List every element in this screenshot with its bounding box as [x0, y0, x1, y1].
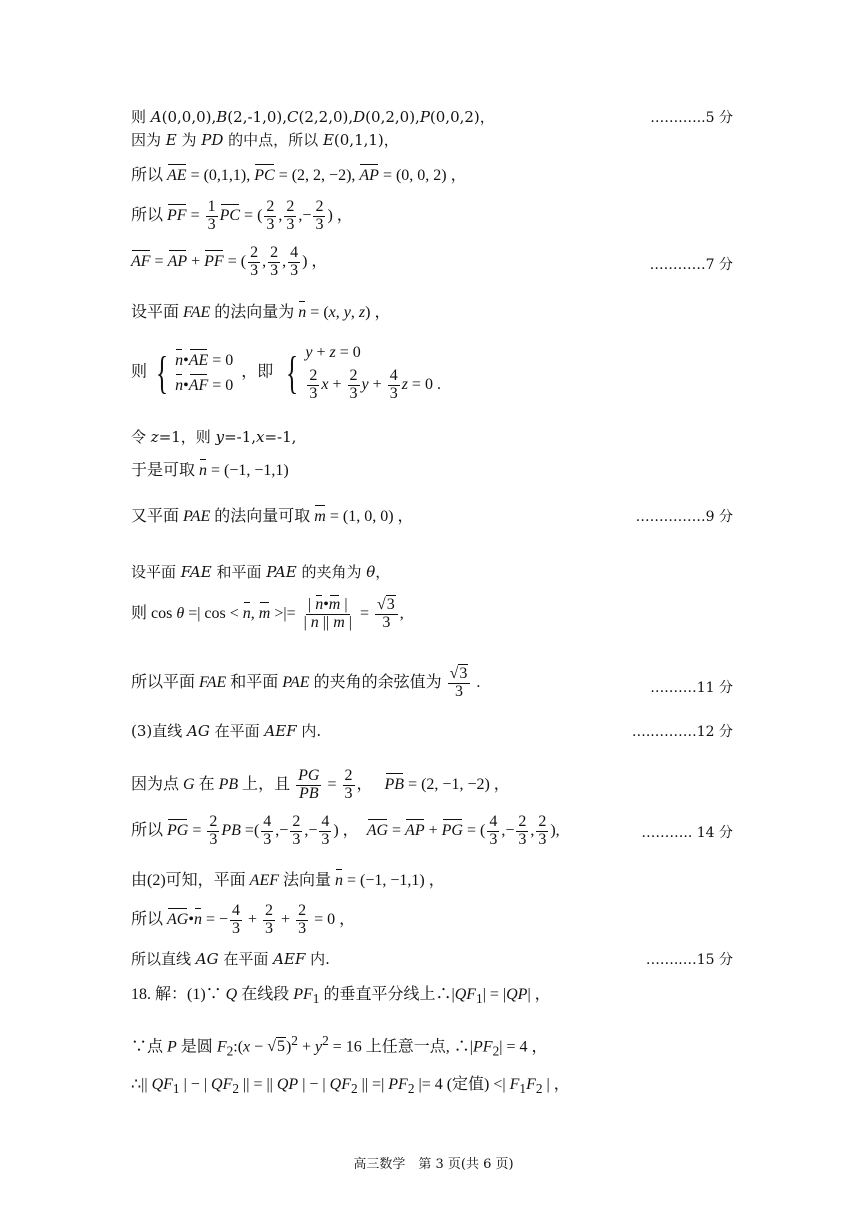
solution-line-cosine-value: 所以平面 FAE 和平面 PAE 的夹角的余弦值为 $\frac{√3}{3}$ .	[131, 665, 481, 700]
solution-line-equation-system: 则 { n•AE = 0 n•AF = 0 ，即 { y + z = 0 $\frac{2}{3}$ x + $\frac{2}{3}$ y + $\frac{4}{3}$ z = 0 .	[131, 344, 441, 402]
system-left: { n•AE = 0 n•AF = 0	[155, 346, 234, 398]
score-mark-14: ……….. 14 分	[641, 825, 733, 841]
solution-line-af: AF = AP + PF = ( $\frac{2}{3}$ , $\frac{2}{3}$ , $\frac{4}{3}$ ) ，	[131, 244, 328, 279]
score-mark-11: ….……11 分	[650, 680, 733, 696]
solution-line-dot-product: 所以 AG•n = − $\frac{4}{3}$ + $\frac{2}{3}$ + $\frac{2}{3}$ = 0 ，	[131, 902, 356, 937]
system-right: { y + z = 0 $\frac{2}{3}$ x + $\frac{2}{3}$ y + $\frac{4}{3}$ z = 0 .	[286, 344, 441, 402]
solution-line-from-part2: 由(2)可知，平面 AEF 法向量 n = (−1, −1,1) ，	[131, 872, 445, 889]
score-mark-9: ……………9 分	[635, 509, 733, 525]
solution-line-normal-m: 又平面 PAE 的法向量可取 m = (1, 0, 0) ，	[131, 508, 414, 525]
page-footer: 高三数学 第 3 页(共 6 页)	[353, 1157, 514, 1172]
solution-line-coordinates	[131, 108, 495, 126]
solution-line-normal-vector: 设平面 FAE 的法向量为 n = (x, y, z) ，	[131, 304, 391, 321]
solution-line-part3: (3)直线 AG 在平面 AEF 内.	[131, 722, 322, 740]
solution-line-conclusion: 所以直线 AG 在平面 AEF 内.	[131, 950, 330, 968]
score-mark-5: …….…..5 分	[650, 110, 733, 126]
score-mark-7: …………7 分	[649, 257, 733, 273]
solution-line-pf: 所以 PF = $\frac{1}{3}$ PC = ( $\frac{2}{3}$ , $\frac{2}{3}$ ,− $\frac{2}{3}$ ) ，	[131, 198, 353, 233]
solution-line-vectors: 所以 AE = (0,1,1), PC = (2, 2, −2), AP = (0, 0, 2) ，	[131, 167, 467, 184]
solution-line-choose-n: 于是可取 n = (−1, −1,1)	[131, 462, 289, 479]
solution-line-pg-ag: 所以 PG = $\frac{2}{3}$ PB =( $\frac{4}{3}$ ,− $\frac{2}{3}$ ,− $\frac{4}{3}$ ) ， AG = AP + PG = ( $\frac{4}{3}$ ,− $\frac{2}{3}$ , $\frac{2}{3}$ ),	[131, 813, 560, 848]
score-mark-15: ……..…15 分	[645, 952, 733, 968]
problem18-line-2: ∵点 P 是圆 $F_2:(x - √5)^2 + y^2 = 16$ 上任意一点, $\therefore|PF_2| = 4$ ，	[131, 1033, 548, 1059]
solution-line-let-z: 令 z=1，则 y=-1,x=-1,	[131, 428, 297, 446]
score-mark-12: …..………12 分	[631, 724, 733, 740]
solution-line-midpoint: 因为 E 为 PD 的中点，所以 E(0,1,1)，	[131, 131, 399, 149]
solution-line-angle: 设平面 FAE 和平面 PAE 的夹角为 θ，	[131, 563, 391, 581]
solution-line-cosine: 则 cos θ =| cos < n, m >|= $\frac{| n•m |}{| n || m |}$ = $\frac{√3}{3}$ ,	[131, 596, 404, 631]
solution-line-g-on-pb: 因为点 G 在 PB 上，且 $\frac{PG}{PB}$ = $\frac{2}{3}$ ， PB = (2, −1, −2) ，	[131, 767, 510, 802]
line-text: 则 A(0,0,0),B(2,-1,0),C(2,2,0),D(0,2,0),P(0,0,2)，	[131, 108, 495, 126]
problem18-line-1: 18. 解：(1)∵ Q 在线段 $PF_1$ 的垂直平分线上$\therefore|QF_1| = |QP|$ ，	[131, 986, 551, 1007]
problem18-line-3: ∴|| $QF_1$ | − | $QF_2$ || = || QP | − | $QF_2$ || =| $PF_2$ |= 4 (定值) <| $F_1F_2$ | ，	[131, 1076, 570, 1097]
